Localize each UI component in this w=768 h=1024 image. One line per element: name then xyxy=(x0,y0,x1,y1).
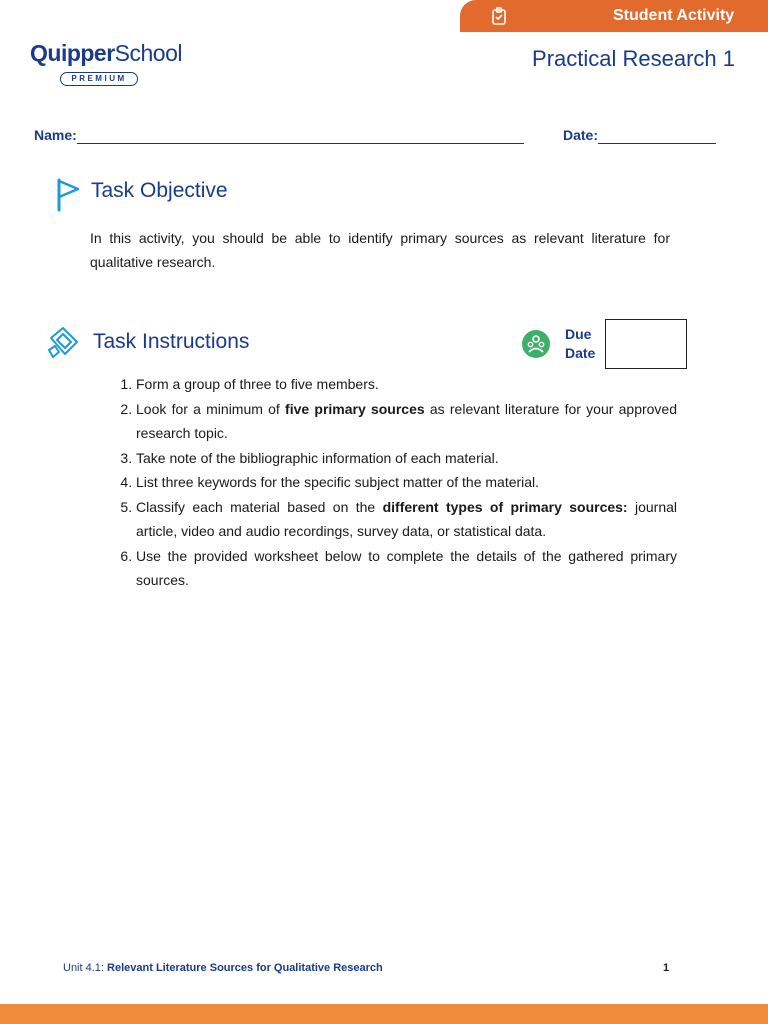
flag-icon xyxy=(56,178,82,212)
group-icon xyxy=(522,330,550,358)
subject-title: Practical Research 1 xyxy=(532,46,735,71)
instructions-heading: Task Instructions xyxy=(93,330,250,353)
name-label: Name: xyxy=(34,127,77,143)
objective-heading: Task Objective xyxy=(91,179,228,202)
brand-light: School xyxy=(114,40,182,66)
list-item: 2. Look for a minimum of five primary sources as relevant literature for your approved research topic. xyxy=(136,397,677,446)
instructions-icon xyxy=(47,324,81,360)
unit-prefix: Unit 4.1: xyxy=(63,962,108,974)
list-item: 5. Classify each material based on the different types of primary sources: journal article, video and audio recordings, survey data, or statistical data. xyxy=(136,495,677,544)
due-date-label xyxy=(565,325,595,363)
list-item: 6. Use the provided worksheet below to complete the details of the gathered primary sources. xyxy=(136,544,677,593)
footer-unit xyxy=(63,962,383,974)
quipper-school-logo xyxy=(30,40,182,83)
list-item: 4. List three keywords for the specific subject matter of the material. xyxy=(136,470,677,495)
brand-tier: PREMIUM xyxy=(60,72,138,86)
instruction-list xyxy=(90,372,677,593)
objective-text: In this activity, you should be able to identify primary sources as relevant literature for qualitative research. xyxy=(90,230,670,270)
list-item: 1. Form a group of three to five members. xyxy=(136,372,677,397)
due-date-field[interactable] xyxy=(605,319,687,369)
student-activity-badge xyxy=(460,0,768,32)
badge-label: Student Activity xyxy=(613,7,735,24)
footer-bar xyxy=(0,1004,768,1024)
date-label: Date: xyxy=(563,127,599,143)
brand-strong: Quipper xyxy=(30,40,115,66)
date-field[interactable] xyxy=(598,143,716,144)
due-label-line2: Date xyxy=(565,345,596,361)
page-number: 1 xyxy=(663,962,670,974)
list-item: 3. Take note of the bibliographic information of each material. xyxy=(136,446,677,471)
due-label-line1: Due xyxy=(565,326,592,342)
clipboard-check-icon xyxy=(490,7,508,25)
unit-title: Relevant Literature Sources for Qualitative Research xyxy=(107,962,383,974)
name-field[interactable] xyxy=(77,143,524,144)
